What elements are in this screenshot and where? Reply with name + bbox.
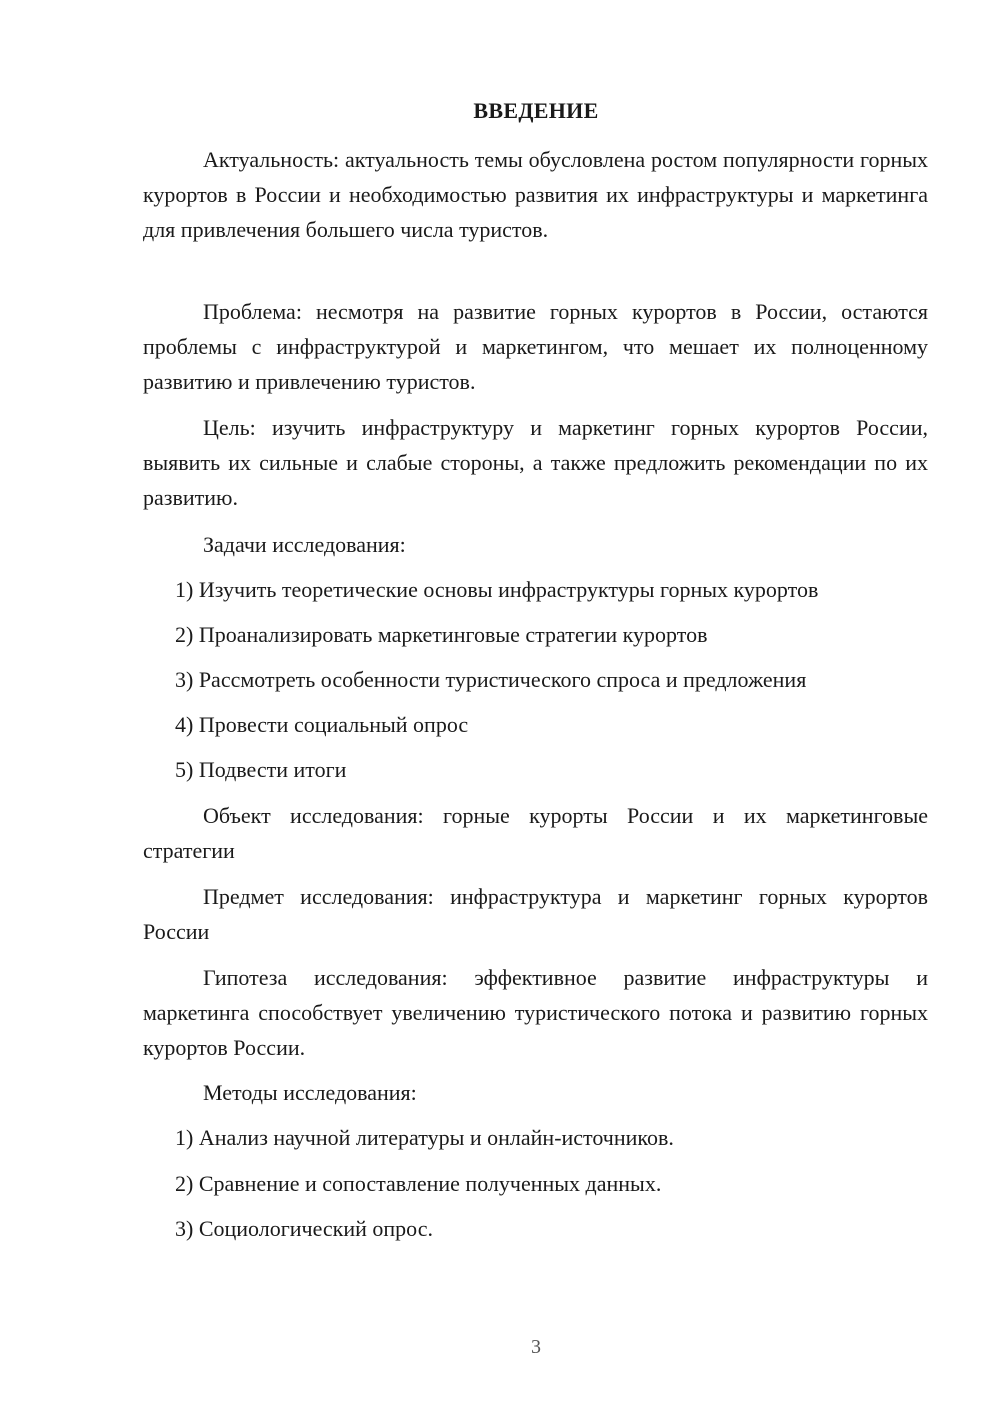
task-item: 2) Проанализировать маркетинговые стратегии курортов xyxy=(175,622,708,647)
goal-paragraph: Цель: изучить инфраструктуру и маркетинг горных курортов России, выявить их сильные и слабые стороны, а также предложить рекомендации по их развитию. xyxy=(143,415,928,510)
tasks-heading-block xyxy=(143,527,928,562)
object-paragraph: Объект исследования: горные курорты России и их маркетинговые стратегии xyxy=(143,803,928,863)
methods-heading-block xyxy=(143,1075,928,1110)
subject-paragraph: Предмет исследования: инфраструктура и маркетинг горных курортов России xyxy=(143,884,928,944)
tasks-heading: Задачи исследования: xyxy=(203,532,406,557)
hypothesis-block xyxy=(143,960,928,1065)
method-item-2-block xyxy=(143,1166,928,1201)
page-title: ВВЕДЕНИЕ xyxy=(473,98,599,123)
task-item: 3) Рассмотреть особенности туристического спроса и предложения xyxy=(175,667,807,692)
task-item: 4) Провести социальный опрос xyxy=(175,712,469,737)
problem-block xyxy=(143,294,928,399)
task-item-1-block xyxy=(143,572,928,607)
subject-block xyxy=(143,879,928,949)
page-number: 3 xyxy=(531,1336,541,1358)
task-item: 5) Подвести итоги xyxy=(175,757,347,782)
task-item-5-block xyxy=(143,752,928,787)
method-item: 1) Анализ научной литературы и онлайн-источников. xyxy=(175,1125,674,1150)
object-block xyxy=(143,798,928,868)
goal-block xyxy=(143,410,928,515)
problem-paragraph: Проблема: несмотря на развитие горных курортов в России, остаются проблемы с инфраструктурой и маркетингом, что мешает их полноценному развитию и привлечению туристов. xyxy=(143,299,928,394)
method-item: 3) Социологический опрос. xyxy=(175,1216,433,1241)
method-item: 2) Сравнение и сопоставление полученных данных. xyxy=(175,1171,662,1196)
hypothesis-paragraph: Гипотеза исследования: эффективное развитие инфраструктуры и маркетинга способствует увеличению туристического потока и развитию горных курортов России. xyxy=(143,965,928,1060)
task-item-2-block xyxy=(143,617,928,652)
task-item-3-block xyxy=(143,662,928,697)
methods-heading: Методы исследования: xyxy=(203,1080,417,1105)
relevance-block xyxy=(143,142,928,247)
method-item-3-block xyxy=(143,1211,928,1246)
relevance-paragraph: Актуальность: актуальность темы обусловлена ростом популярности горных курортов в России и необходимостью развития их инфраструктуры и маркетинга для привлечения большего числа туристов. xyxy=(143,147,928,242)
task-item-4-block xyxy=(143,707,928,742)
task-item: 1) Изучить теоретические основы инфраструктуры горных курортов xyxy=(175,577,819,602)
method-item-1-block xyxy=(143,1120,928,1155)
